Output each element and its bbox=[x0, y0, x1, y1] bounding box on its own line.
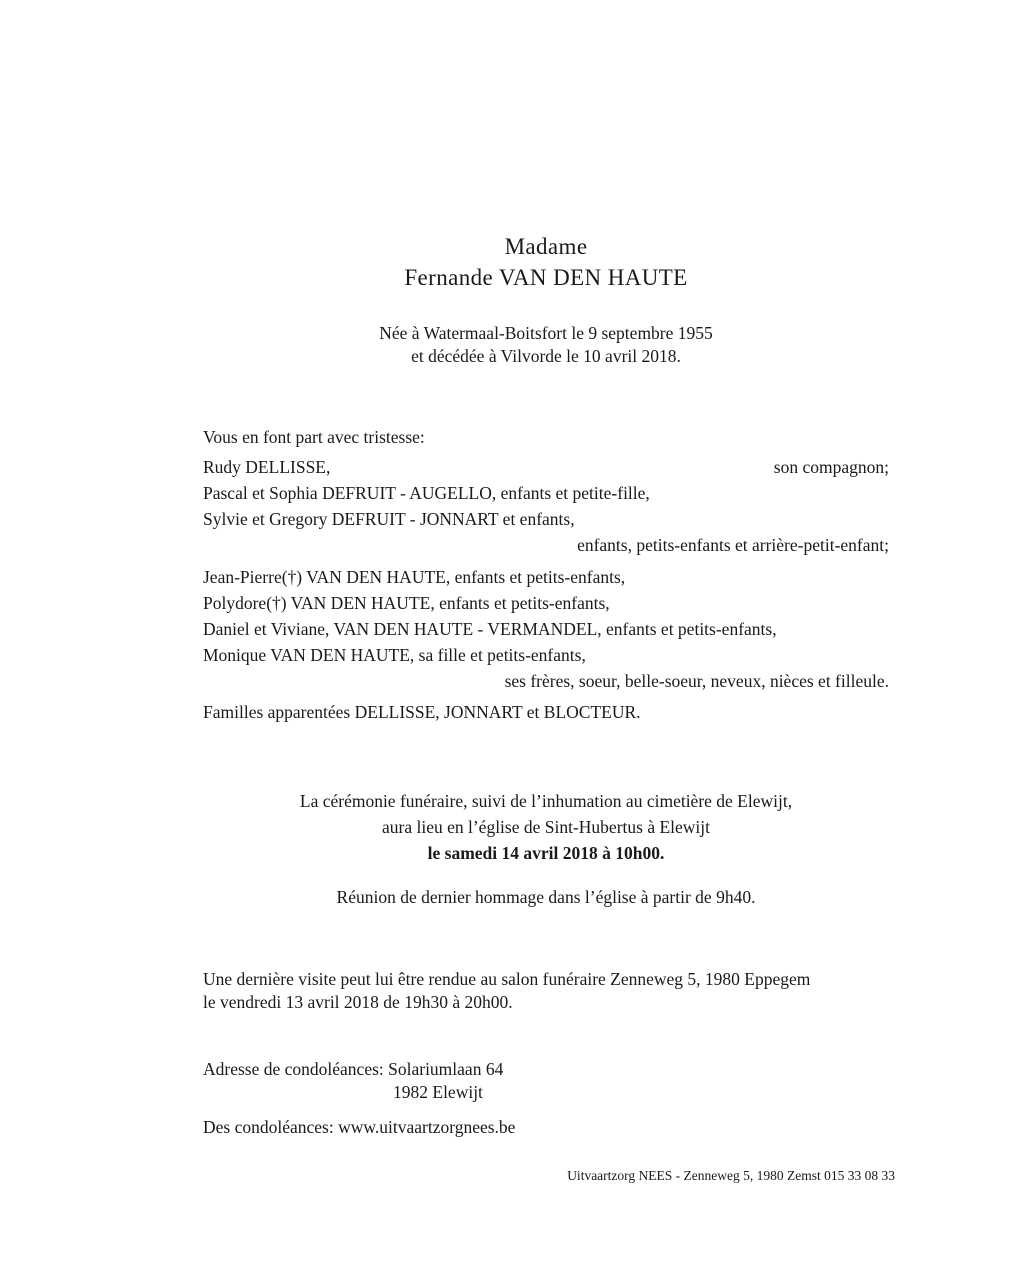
family-row bbox=[203, 532, 889, 558]
family-group-2 bbox=[203, 564, 889, 694]
ceremony-line: La cérémonie funéraire, suivi de l’inhumation au cimetière de Elewijt, bbox=[299, 791, 793, 811]
family-member: Jean-Pierre(†) VAN DEN HAUTE, enfants et petits-enfants, bbox=[203, 567, 626, 587]
visit-line: le vendredi 13 avril 2018 de 19h30 à 20h00. bbox=[203, 992, 513, 1012]
condolence-address-line: Adresse de condoléances: Solariumlaan 64 bbox=[203, 1059, 504, 1079]
family-member: Monique VAN DEN HAUTE, sa fille et petits-enfants, bbox=[203, 645, 586, 665]
family-member: Daniel et Viviane, VAN DEN HAUTE - VERMANDEL, enfants et petits-enfants, bbox=[203, 619, 777, 639]
birth-line: Née à Watermaal-Boitsfort le 9 septembre 1955 bbox=[379, 323, 713, 343]
header-block bbox=[203, 231, 889, 293]
condolence-address-block bbox=[203, 1058, 889, 1104]
salutation: Madame bbox=[504, 234, 588, 259]
death-line: et décédée à Vilvorde le 10 avril 2018. bbox=[411, 346, 681, 366]
family-row bbox=[203, 616, 889, 642]
ceremony-block bbox=[203, 788, 889, 866]
family-member: Polydore(†) VAN DEN HAUTE, enfants et petits-enfants, bbox=[203, 593, 610, 613]
family-row bbox=[203, 668, 889, 694]
reunion-line: Réunion de dernier hommage dans l’église à partir de 9h40. bbox=[336, 887, 756, 907]
family-member: Rudy DELLISSE, bbox=[203, 457, 331, 477]
family-member: Pascal et Sophia DEFRUIT - AUGELLO, enfants et petite-fille, bbox=[203, 483, 650, 503]
funeral-home-footer: Uitvaartzorg NEES - Zenneweg 5, 1980 Zemst 015 33 08 33 bbox=[567, 1168, 895, 1183]
relation-label: ses frères, soeur, belle-soeur, neveux, nièces et filleule. bbox=[504, 671, 889, 691]
birth-death-block bbox=[203, 322, 889, 368]
family-row bbox=[203, 564, 889, 590]
family-row bbox=[203, 454, 889, 480]
family-row bbox=[203, 506, 889, 532]
family-group-1 bbox=[203, 454, 889, 558]
visit-block bbox=[203, 968, 889, 1014]
condolence-website-line: Des condoléances: www.uitvaartzorgnees.be bbox=[203, 1117, 516, 1137]
deceased-name: Fernande VAN DEN HAUTE bbox=[404, 265, 688, 290]
family-row bbox=[203, 642, 889, 668]
family-row bbox=[203, 480, 889, 506]
visit-line: Une dernière visite peut lui être rendue au salon funéraire Zenneweg 5, 1980 Eppegem bbox=[203, 969, 811, 989]
relation-label: enfants, petits-enfants et arrière-petit-enfant; bbox=[577, 535, 889, 555]
family-member: Sylvie et Gregory DEFRUIT - JONNART et enfants, bbox=[203, 509, 575, 529]
ceremony-datetime: le samedi 14 avril 2018 à 10h00. bbox=[427, 843, 665, 863]
related-families-line: Familles apparentées DELLISSE, JONNART et BLOCTEUR. bbox=[203, 702, 641, 722]
ceremony-line: aura lieu en l’église de Sint-Hubertus à Elewijt bbox=[381, 817, 711, 837]
obituary-content bbox=[203, 0, 895, 1184]
condolence-address-city: 1982 Elewijt bbox=[393, 1082, 483, 1102]
family-row bbox=[203, 590, 889, 616]
intro-line: Vous en font part avec tristesse: bbox=[203, 427, 425, 447]
relation-label: son compagnon; bbox=[773, 457, 889, 477]
